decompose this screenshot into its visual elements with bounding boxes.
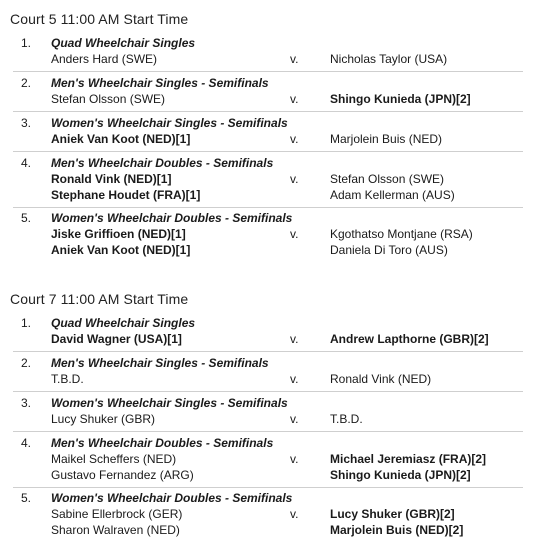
player-right: Shingo Kunieda (JPN)[2]	[330, 92, 471, 106]
player-right-partner: Marjolein Buis (NED)[2]	[330, 523, 464, 537]
event-title: Men's Wheelchair Doubles - Semifinals	[51, 436, 274, 450]
match-number: 2.	[21, 76, 32, 90]
player-right: Ronald Vink (NED)	[330, 372, 432, 386]
match-number: 2.	[21, 356, 32, 370]
match-number: 4.	[21, 156, 32, 170]
event-title: Quad Wheelchair Singles	[51, 36, 196, 50]
event-title: Women's Wheelchair Singles - Semifinals	[51, 116, 288, 130]
player-right-partner: Daniela Di Toro (AUS)	[330, 243, 448, 257]
player-left-partner: Aniek Van Koot (NED)[1]	[51, 243, 191, 257]
player-right: T.B.D.	[330, 412, 363, 426]
player-right: Michael Jeremiasz (FRA)[2]	[330, 452, 487, 466]
player-left-partner: Gustavo Fernandez (ARG)	[51, 468, 194, 482]
player-right: Lucy Shuker (GBR)[2]	[330, 507, 455, 521]
player-left: Jiske Griffioen (NED)[1]	[51, 227, 186, 241]
versus-label: v.	[290, 52, 299, 66]
player-left: Maikel Scheffers (NED)	[51, 452, 177, 466]
versus-label: v.	[290, 332, 299, 346]
player-left: Aniek Van Koot (NED)[1]	[51, 132, 191, 146]
player-left: David Wagner (USA)[1]	[51, 332, 182, 346]
player-left: Sabine Ellerbrock (GER)	[51, 507, 183, 521]
versus-label: v.	[290, 372, 299, 386]
versus-label: v.	[290, 227, 299, 241]
player-left: Stefan Olsson (SWE)	[51, 92, 166, 106]
match-number: 3.	[21, 396, 32, 410]
player-right: Nicholas Taylor (USA)	[330, 52, 448, 66]
event-title: Men's Wheelchair Singles - Semifinals	[51, 76, 269, 90]
match-number: 3.	[21, 116, 32, 130]
court-header: Court 5 11:00 AM Start Time	[10, 11, 189, 27]
player-left: Ronald Vink (NED)[1]	[51, 172, 172, 186]
divider	[13, 487, 523, 488]
event-title: Women's Wheelchair Singles - Semifinals	[51, 396, 288, 410]
match-number: 5.	[21, 211, 32, 225]
match-number: 1.	[21, 316, 32, 330]
player-left-partner: Sharon Walraven (NED)	[51, 523, 180, 537]
versus-label: v.	[290, 507, 299, 521]
player-right-partner: Adam Kellerman (AUS)	[330, 188, 455, 202]
versus-label: v.	[290, 92, 299, 106]
versus-label: v.	[290, 452, 299, 466]
match-number: 4.	[21, 436, 32, 450]
player-right: Stefan Olsson (SWE)	[330, 172, 445, 186]
versus-label: v.	[290, 412, 299, 426]
divider	[13, 207, 523, 208]
player-left: T.B.D.	[51, 372, 84, 386]
player-left: Lucy Shuker (GBR)	[51, 412, 156, 426]
divider	[13, 391, 523, 392]
court-header: Court 7 11:00 AM Start Time	[10, 291, 189, 307]
match-number: 5.	[21, 491, 32, 505]
match-number: 1.	[21, 36, 32, 50]
player-left-partner: Stephane Houdet (FRA)[1]	[51, 188, 201, 202]
player-right-partner: Shingo Kunieda (JPN)[2]	[330, 468, 471, 482]
divider	[13, 111, 523, 112]
versus-label: v.	[290, 132, 299, 146]
player-left: Anders Hard (SWE)	[51, 52, 158, 66]
divider	[13, 151, 523, 152]
player-right: Kgothatso Montjane (RSA)	[330, 227, 473, 241]
event-title: Men's Wheelchair Singles - Semifinals	[51, 356, 269, 370]
player-right: Marjolein Buis (NED)	[330, 132, 443, 146]
divider	[13, 351, 523, 352]
event-title: Women's Wheelchair Doubles - Semifinals	[51, 491, 293, 505]
divider	[13, 431, 523, 432]
divider	[13, 71, 523, 72]
player-right: Andrew Lapthorne (GBR)[2]	[330, 332, 489, 346]
event-title: Quad Wheelchair Singles	[51, 316, 196, 330]
versus-label: v.	[290, 172, 299, 186]
event-title: Men's Wheelchair Doubles - Semifinals	[51, 156, 274, 170]
event-title: Women's Wheelchair Doubles - Semifinals	[51, 211, 293, 225]
